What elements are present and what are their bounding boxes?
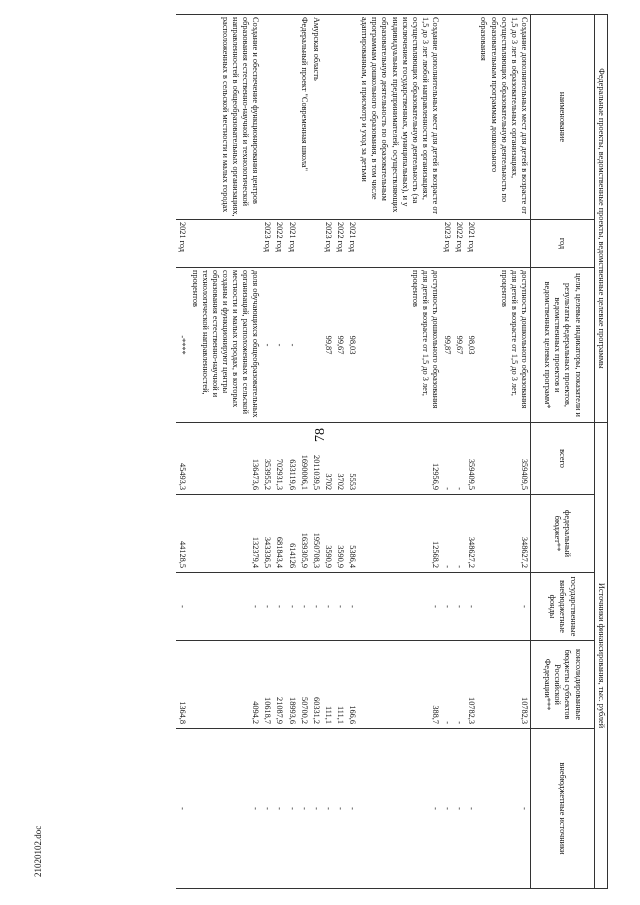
row-regional-cell: 111,1 <box>334 641 346 729</box>
row-year-cell <box>477 220 530 268</box>
header-group: Федеральные проекты, ведомственные проекты, ведомственные целевые программы <box>594 15 607 423</box>
row-name-cell <box>346 15 358 220</box>
row-other-cell: - <box>477 729 530 889</box>
row-year-cell: 2021 год <box>465 220 477 268</box>
row-federal-cell: 3590,9 <box>322 495 334 573</box>
funding-table <box>176 14 608 889</box>
row-name-cell <box>285 15 297 220</box>
header-year: год <box>530 220 594 268</box>
header-other: внебюджетные источники <box>530 729 594 889</box>
row-other-cell: - <box>441 729 453 889</box>
row-year-cell: 2023 год <box>322 220 334 268</box>
row-offbudget-cell: - <box>310 573 322 641</box>
row-offbudget-cell: - <box>441 573 453 641</box>
row-name-cell: Амурская область <box>310 15 322 220</box>
row-year-cell <box>189 220 262 268</box>
table-row <box>273 15 285 889</box>
row-total-cell: - <box>453 423 465 495</box>
row-other-cell: - <box>298 729 310 889</box>
row-name-cell <box>322 15 334 220</box>
row-regional-cell: 166,6 <box>346 641 358 729</box>
row-indicator-cell: 98,03 <box>465 268 477 423</box>
row-year-cell: 2023 год <box>441 220 453 268</box>
row-offbudget-cell: - <box>453 573 465 641</box>
row-offbudget-cell: - <box>465 573 477 641</box>
row-other-cell: - <box>273 729 285 889</box>
row-regional-cell: 111,1 <box>322 641 334 729</box>
row-federal-cell: - <box>441 495 453 573</box>
row-regional-cell: 10618,7 <box>261 641 273 729</box>
row-indicator-cell: - <box>261 268 273 423</box>
row-year-cell: 2021 год <box>285 220 297 268</box>
row-other-cell: - <box>453 729 465 889</box>
row-year-cell: 2022 год <box>453 220 465 268</box>
table-row <box>465 15 477 889</box>
header-name: наименование <box>530 15 594 220</box>
row-total-cell: 359409,5 <box>477 423 530 495</box>
row-offbudget-cell: - <box>477 573 530 641</box>
row-indicator-cell: - <box>285 268 297 423</box>
row-name-cell: Создание и обеспечение функционирования центров образования естественно-научной и технологической направленностей в общеобразовательных организациях, расположенных в сельской местности и малых городах <box>189 15 262 220</box>
row-federal-cell: 12568,2 <box>358 495 441 573</box>
row-federal-cell: 343336,5 <box>261 495 273 573</box>
row-total-cell: 1690006,1 <box>298 423 310 495</box>
row-year-cell: 2023 год <box>261 220 273 268</box>
page-number: 78 <box>313 428 328 442</box>
row-regional-cell: 10782,3 <box>477 641 530 729</box>
row-total-cell: 702931,3 <box>273 423 285 495</box>
row-indicator-cell <box>298 268 310 423</box>
rotated-table-wrapper <box>108 14 608 888</box>
row-total-cell: 5553 <box>346 423 358 495</box>
table-row <box>453 15 465 889</box>
row-total-cell: 3702 <box>334 423 346 495</box>
table-row <box>310 15 322 889</box>
row-offbudget-cell: - <box>322 573 334 641</box>
row-federal-cell: 5386,4 <box>346 495 358 573</box>
row-name-cell: Федеральный проект "Современная школа" <box>298 15 310 220</box>
table-row <box>346 15 358 889</box>
row-total-cell: 633119,6 <box>285 423 297 495</box>
row-regional-cell: 388,7 <box>358 641 441 729</box>
row-indicator-cell <box>310 268 322 423</box>
row-federal-cell: 3590,9 <box>334 495 346 573</box>
row-regional-cell: - <box>453 641 465 729</box>
row-other-cell: - <box>346 729 358 889</box>
header-indicators: цели, целевые индикаторы, показатели и результаты федеральных проектов, ведомственных проектов и ведомственных целевых программ* <box>530 268 594 423</box>
row-indicator-cell: - <box>273 268 285 423</box>
footer-file-name: 21020102.doc <box>33 825 43 877</box>
row-year-cell: 2022 год <box>273 220 285 268</box>
row-name-cell <box>334 15 346 220</box>
row-total-cell: 359409,5 <box>465 423 477 495</box>
row-year-cell <box>358 220 441 268</box>
row-total-cell: 3702 <box>322 423 334 495</box>
row-federal-cell: - <box>453 495 465 573</box>
table-row <box>334 15 346 889</box>
row-year-cell: 2021 год <box>176 220 188 268</box>
row-federal-cell: 44128,5 <box>176 495 188 573</box>
row-offbudget-cell: - <box>273 573 285 641</box>
row-indicator-cell: 98,03 <box>346 268 358 423</box>
row-other-cell: - <box>189 729 262 889</box>
row-year-cell <box>310 220 322 268</box>
row-other-cell: - <box>334 729 346 889</box>
row-federal-cell: 132379,4 <box>189 495 262 573</box>
row-year-cell: 2021 год <box>346 220 358 268</box>
row-federal-cell: 681843,4 <box>273 495 285 573</box>
header-total: всего <box>530 423 594 495</box>
row-other-cell: - <box>261 729 273 889</box>
row-other-cell: - <box>358 729 441 889</box>
row-regional-cell: - <box>441 641 453 729</box>
row-indicator-cell: доступность дошкольного образования для детей в возрасте от 1,5 до 3 лет, процентов <box>477 268 530 423</box>
header-federal: федеральный бюджет** <box>530 495 594 573</box>
row-offbudget-cell: - <box>358 573 441 641</box>
row-other-cell: - <box>310 729 322 889</box>
row-year-cell <box>298 220 310 268</box>
row-indicator-cell: доля обучающихся общеобразовательных организаций, расположенных в сельской местности и малых городах, в которых созданы и функционируют центры образования естественно-научной и технологической направленностей, процентов <box>189 268 262 423</box>
row-other-cell: - <box>322 729 334 889</box>
row-regional-cell: 18993,6 <box>285 641 297 729</box>
header-offbudget-funds: государственные внебюджетные фонды <box>530 573 594 641</box>
row-other-cell: - <box>176 729 188 889</box>
table-row <box>298 15 310 889</box>
row-total-cell: 45493,3 <box>176 423 188 495</box>
table-row <box>176 15 188 889</box>
row-offbudget-cell: - <box>285 573 297 641</box>
header-funding-group: Источники финансирования, тыс. рублей <box>594 423 607 889</box>
row-federal-cell: 614126 <box>285 495 297 573</box>
row-regional-cell: 1364,8 <box>176 641 188 729</box>
row-indicator-cell: 99,87 <box>441 268 453 423</box>
row-regional-cell: 60331,2 <box>310 641 322 729</box>
row-name-cell <box>465 15 477 220</box>
table-row <box>477 15 530 889</box>
row-offbudget-cell: - <box>334 573 346 641</box>
table-row <box>322 15 334 889</box>
row-federal-cell: 348627,2 <box>465 495 477 573</box>
table-row <box>261 15 273 889</box>
row-offbudget-cell: - <box>346 573 358 641</box>
row-name-cell: Создание дополнительных мест для детей в возрасте от 1,5 до 3 лет в образовательных организациях, осуществляющих образовательную деятельность по образовательным программам дошкольного образования <box>477 15 530 220</box>
row-indicator-cell: доступность дошкольного образования для детей в возрасте от 1,5 до 3 лет, процентов <box>358 268 441 423</box>
row-federal-cell: 348627,2 <box>477 495 530 573</box>
row-name-cell <box>453 15 465 220</box>
table-row <box>358 15 441 889</box>
header-regional: консолидированные бюджеты субъектов Российской Федерации*** <box>530 641 594 729</box>
row-name-cell <box>273 15 285 220</box>
row-offbudget-cell: - <box>298 573 310 641</box>
row-offbudget-cell: - <box>261 573 273 641</box>
row-total-cell: 12956,9 <box>358 423 441 495</box>
row-offbudget-cell: - <box>189 573 262 641</box>
row-regional-cell: 4094,2 <box>189 641 262 729</box>
row-other-cell: - <box>285 729 297 889</box>
row-regional-cell: 10782,3 <box>465 641 477 729</box>
row-total-cell: 136473,6 <box>189 423 262 495</box>
row-indicator-cell: -**** <box>176 268 188 423</box>
row-indicator-cell: 99,67 <box>453 268 465 423</box>
table-row <box>285 15 297 889</box>
table-row <box>189 15 262 889</box>
row-year-cell: 2022 год <box>334 220 346 268</box>
row-federal-cell: 1639305,9 <box>298 495 310 573</box>
row-indicator-cell: 99,67 <box>334 268 346 423</box>
row-total-cell: 2011039,5 <box>310 423 322 495</box>
row-regional-cell: 21087,9 <box>273 641 285 729</box>
row-total-cell: - <box>441 423 453 495</box>
row-name-cell <box>441 15 453 220</box>
row-name-cell <box>261 15 273 220</box>
row-offbudget-cell: - <box>176 573 188 641</box>
row-federal-cell: 1950708,3 <box>310 495 322 573</box>
row-name-cell: Создание дополнительных мест для детей в возрасте от 1,5 до 3 лет любой направленности в организациях, осуществляющих образовательную деятельность (за исключением государственных, муниципальных), и у индивидуальных предпринимателей, осуществляющих образовательную деятельность по образовательным программам дошкольного образования, в том числе адаптированным, и присмотр и уход за детьми <box>358 15 441 220</box>
table-row <box>441 15 453 889</box>
row-regional-cell: 50700,2 <box>298 641 310 729</box>
row-indicator-cell: 99,87 <box>322 268 334 423</box>
row-name-cell <box>176 15 188 220</box>
row-total-cell: 353955,2 <box>261 423 273 495</box>
row-other-cell: - <box>465 729 477 889</box>
